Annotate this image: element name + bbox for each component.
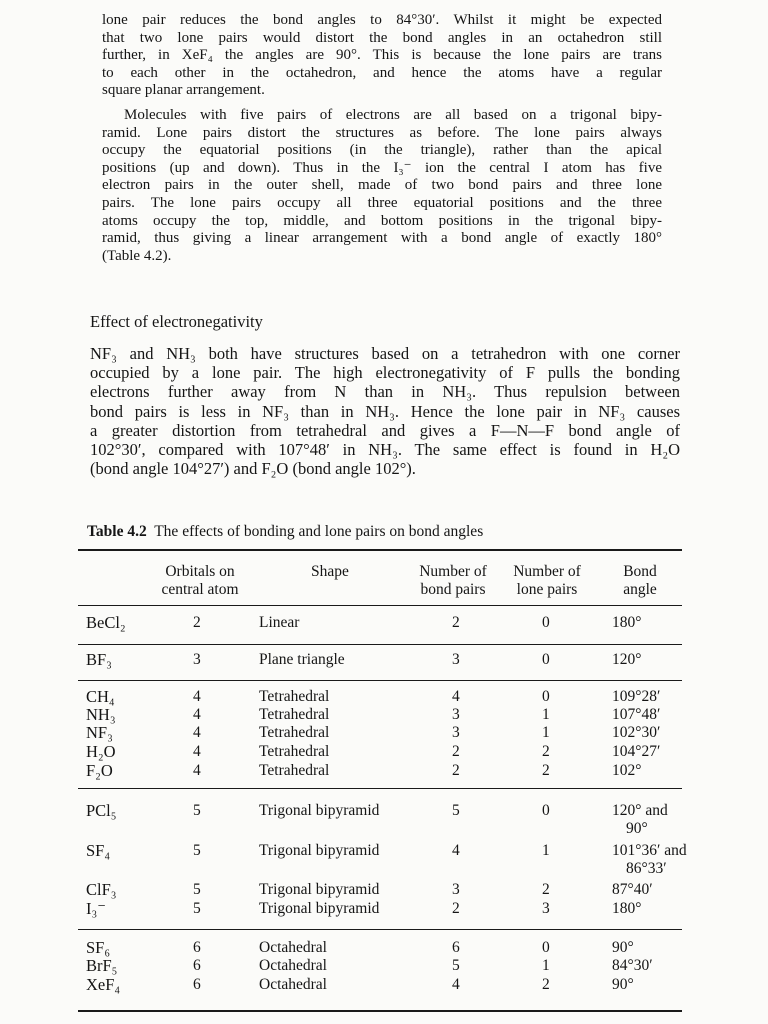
molecule-cell: CH₄ xyxy=(86,687,115,706)
text-line: further, in XeF₄ the angles are 90°. This is because the lone pairs are trans xyxy=(102,47,662,64)
text-line: Molecules with five pairs of electrons are all based on a trigonal bipy- xyxy=(124,107,662,123)
shape-cell: Trigonal bipyramid xyxy=(259,900,380,917)
header-line: angle xyxy=(623,581,657,598)
table-caption-text: The effects of bonding and lone pairs on bond angles xyxy=(154,523,484,540)
orbitals-cell: 2 xyxy=(193,614,201,631)
bond-angle-cell: 84°30′ xyxy=(612,957,653,974)
table-header-rule xyxy=(78,605,682,606)
orbitals-cell: 5 xyxy=(193,802,201,819)
lone-pairs-cell: 3 xyxy=(542,900,550,917)
bond-angle-cell: 109°28′ xyxy=(612,688,661,705)
shape-cell: Trigonal bipyramid xyxy=(259,842,380,859)
bond-pairs-cell: 3 xyxy=(452,724,460,741)
paragraph-octahedral-lone-pairs xyxy=(102,12,662,100)
bond-angle-cell: 90° xyxy=(612,939,634,956)
orbitals-cell: 6 xyxy=(193,939,201,956)
bond-angle-cell: 87°40′ xyxy=(612,881,653,898)
bond-pairs-cell: 4 xyxy=(452,842,460,859)
lone-pairs-cell: 2 xyxy=(542,976,550,993)
table-caption-label: Table 4.2 xyxy=(87,523,147,540)
text-line: 102°30′, compared with 107°48′ in NH₃. The same effect is found in H₂O xyxy=(90,440,680,460)
lone-pairs-cell: 1 xyxy=(542,706,550,723)
row-separator xyxy=(78,644,682,645)
bond-angle-cell: 180° xyxy=(612,900,642,917)
orbitals-cell: 4 xyxy=(193,762,201,779)
orbitals-cell: 6 xyxy=(193,976,201,993)
header-line: central atom xyxy=(161,581,239,598)
header-shape xyxy=(290,563,370,581)
shape-cell: Octahedral xyxy=(259,939,327,956)
orbitals-cell: 6 xyxy=(193,957,201,974)
text-line: that two lone pairs would distort the bond angles in an octahedron still xyxy=(102,29,662,46)
lone-pairs-cell: 2 xyxy=(542,762,550,779)
shape-cell: Tetrahedral xyxy=(259,688,330,705)
shape-cell: Tetrahedral xyxy=(259,706,330,723)
text-line: occupy the equatorial positions (in the triangle), rather than the apical xyxy=(102,142,662,159)
bond-pairs-cell: 2 xyxy=(452,743,460,760)
molecule-cell: H₂O xyxy=(86,742,116,761)
bond-pairs-cell: 2 xyxy=(452,762,460,779)
lone-pairs-cell: 1 xyxy=(542,957,550,974)
header-line: Shape xyxy=(311,563,349,580)
text-line: pairs. The lone pairs occupy all three equatorial positions and the three xyxy=(102,194,662,211)
orbitals-cell: 5 xyxy=(193,900,201,917)
orbitals-cell: 4 xyxy=(193,706,201,723)
shape-cell: Trigonal bipyramid xyxy=(259,881,380,898)
table-top-rule xyxy=(78,549,682,551)
bond-pairs-cell: 2 xyxy=(452,900,460,917)
header-line: lone pairs xyxy=(516,581,578,598)
bond-pairs-cell: 5 xyxy=(452,802,460,819)
lone-pairs-cell: 0 xyxy=(542,651,550,668)
molecule-cell: ClF₃ xyxy=(86,880,117,899)
bond-angle-cell: 120° xyxy=(612,651,642,668)
text-line: atoms occupy the top, middle, and bottom positions in the trigonal bipy- xyxy=(102,212,662,229)
molecule-cell: NF₃ xyxy=(86,723,113,742)
bond-angle-cell-continued: 86°33′ xyxy=(626,860,667,877)
header-lone-pairs xyxy=(502,563,592,599)
lone-pairs-cell: 2 xyxy=(542,881,550,898)
lone-pairs-cell: 1 xyxy=(542,842,550,859)
orbitals-cell: 4 xyxy=(193,724,201,741)
lone-pairs-cell: 1 xyxy=(542,724,550,741)
orbitals-cell: 5 xyxy=(193,881,201,898)
row-separator xyxy=(78,788,682,789)
header-orbitals xyxy=(140,563,260,599)
bond-pairs-cell: 4 xyxy=(452,688,460,705)
header-line: Number of xyxy=(513,563,581,580)
text-line: ramid, thus giving a linear arrangement with a bond angle of exactly 180° xyxy=(102,230,662,247)
header-line: Number of xyxy=(419,563,487,580)
table-caption xyxy=(87,523,483,541)
bond-angle-cell: 101°36′ and xyxy=(612,842,687,859)
lone-pairs-cell: 0 xyxy=(542,688,550,705)
lone-pairs-cell: 0 xyxy=(542,802,550,819)
text-line: lone pair reduces the bond angles to 84°30′. Whilst it might be expected xyxy=(102,12,662,28)
bond-pairs-cell: 3 xyxy=(452,706,460,723)
bond-angle-cell: 104°27′ xyxy=(612,743,661,760)
text-line: NF₃ and NH₃ both have structures based on a tetrahedron with one corner xyxy=(90,344,680,363)
lone-pairs-cell: 2 xyxy=(542,743,550,760)
molecule-cell: NH₃ xyxy=(86,705,116,724)
molecule-cell: BF₃ xyxy=(86,650,112,669)
header-line: bond pairs xyxy=(420,581,486,598)
text-line: electrons further away from N than in NH₃. Thus repulsion between xyxy=(90,382,680,402)
text-line: positions (up and down). Thus in the I₃⁻ ion the central I atom has five xyxy=(102,159,662,176)
orbitals-cell: 3 xyxy=(193,651,201,668)
bond-angle-cell: 180° xyxy=(612,614,642,631)
bond-angle-cell: 102°30′ xyxy=(612,724,661,741)
orbitals-cell: 4 xyxy=(193,688,201,705)
lone-pairs-cell: 0 xyxy=(542,939,550,956)
text-line: square planar arrangement. xyxy=(102,82,265,99)
shape-cell: Plane triangle xyxy=(259,651,345,668)
header-line: Orbitals on xyxy=(165,563,235,580)
molecule-cell: BrF₅ xyxy=(86,956,118,975)
bond-pairs-cell: 6 xyxy=(452,939,460,956)
bond-pairs-cell: 3 xyxy=(452,651,460,668)
paragraph-trigonal-bipyramid xyxy=(102,107,662,265)
molecule-cell: SF₆ xyxy=(86,938,111,957)
text-line: to each other in the octahedron, and hence the atoms have a regular xyxy=(102,64,662,81)
molecule-cell: F₂O xyxy=(86,761,113,780)
text-line: a greater distortion from tetrahedral and gives a F—N—F bond angle of xyxy=(90,420,680,440)
text-line: (bond angle 104°27′) and F₂O (bond angle 102°). xyxy=(90,459,416,479)
bond-angle-cell: 102° xyxy=(612,762,642,779)
shape-cell: Linear xyxy=(259,614,300,631)
shape-cell: Tetrahedral xyxy=(259,724,330,741)
row-separator xyxy=(78,680,682,681)
bond-angle-cell: 120° and xyxy=(612,802,668,819)
text-line: bond pairs is less in NF₃ than in NH₃. Hence the lone pair in NF₃ causes xyxy=(90,401,680,421)
molecule-cell: XeF₄ xyxy=(86,975,121,994)
lone-pairs-cell: 0 xyxy=(542,614,550,631)
header-bond-angle xyxy=(605,563,675,599)
header-line: Bond xyxy=(623,563,657,580)
text-line: ramid. Lone pairs distort the structures as before. The lone pairs always xyxy=(102,124,662,141)
shape-cell: Tetrahedral xyxy=(259,762,330,779)
molecule-cell: BeCl₂ xyxy=(86,613,126,632)
section-heading: Effect of electronegativity xyxy=(90,312,263,331)
molecule-cell: SF₄ xyxy=(86,841,111,860)
text-line: occupied by a lone pair. The high electronegativity of F pulls the bonding xyxy=(90,363,680,383)
row-separator xyxy=(78,929,682,930)
shape-cell: Octahedral xyxy=(259,976,327,993)
text-line: (Table 4.2). xyxy=(102,247,172,264)
bond-angle-cell-continued: 90° xyxy=(626,820,648,837)
bond-angle-cell: 107°48′ xyxy=(612,706,661,723)
shape-cell: Octahedral xyxy=(259,957,327,974)
orbitals-cell: 4 xyxy=(193,743,201,760)
paragraph-electronegativity xyxy=(90,344,680,478)
molecule-cell: PCl₅ xyxy=(86,801,117,820)
bond-pairs-cell: 4 xyxy=(452,976,460,993)
table-bottom-rule xyxy=(78,1010,682,1012)
shape-cell: Tetrahedral xyxy=(259,743,330,760)
orbitals-cell: 5 xyxy=(193,842,201,859)
header-bond-pairs xyxy=(408,563,498,599)
bond-pairs-cell: 2 xyxy=(452,614,460,631)
bond-angle-cell: 90° xyxy=(612,976,634,993)
shape-cell: Trigonal bipyramid xyxy=(259,802,380,819)
bond-pairs-cell: 5 xyxy=(452,957,460,974)
bond-pairs-cell: 3 xyxy=(452,881,460,898)
text-line: electron pairs in the outer shell, made of two bond pairs and three lone xyxy=(102,177,662,194)
molecule-cell: I₃⁻ xyxy=(86,899,106,918)
